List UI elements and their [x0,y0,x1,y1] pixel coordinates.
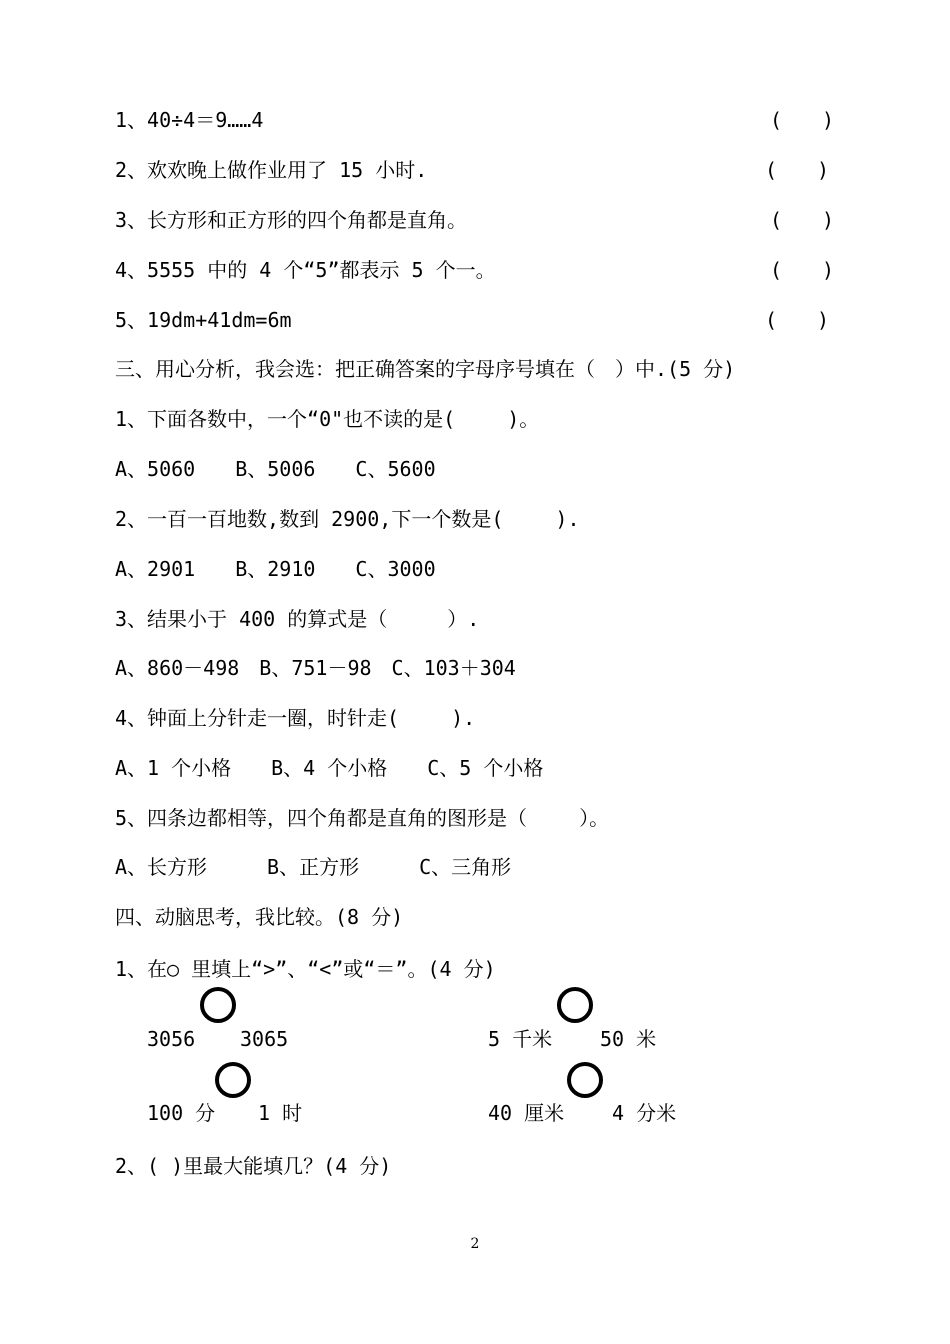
compare-b-right: 50 米 [600,1027,657,1051]
judge-item-3: 3、长方形和正方形的四个角都是直角。 [115,208,468,232]
compare-a-left: 3056 [147,1027,196,1051]
section3-q5-options: A、长方形 B、正方形 C、三角形 [115,855,512,879]
compare-circle-d[interactable] [567,1062,603,1098]
compare-circle-b[interactable] [557,987,593,1023]
section3-q1-options: A、5060 B、5006 C、5600 [115,457,436,481]
section3-q1: 1、下面各数中，一个“0"也不读的是( )。 [115,407,540,431]
compare-c-right: 1 时 [258,1101,303,1125]
section4-q1: 1、在○ 里填上“>”、“<”或“＝”。(4 分) [115,957,496,981]
compare-circle-c[interactable] [215,1062,251,1098]
page-number: 2 [470,1236,480,1252]
answer-bracket-5[interactable]: ( ) [765,308,830,332]
section3-q4-options: A、1 个小格 B、4 个小格 C、5 个小格 [115,756,544,780]
answer-bracket-1[interactable]: ( ) [770,108,835,132]
answer-bracket-4[interactable]: ( ) [770,258,835,282]
compare-b-left: 5 千米 [488,1027,553,1051]
section4-q2: 2、( )里最大能填几？(4 分) [115,1154,392,1178]
judge-item-5: 5、19dm+41dm=6m [115,308,292,332]
judge-item-4: 4、5555 中的 4 个“5”都表示 5 个一。 [115,258,496,282]
compare-circle-a[interactable] [200,987,236,1023]
compare-d-right: 4 分米 [612,1101,677,1125]
answer-bracket-3[interactable]: ( ) [770,208,835,232]
section3-q5: 5、四条边都相等，四个角都是直角的图形是（ ）。 [115,806,610,830]
judge-item-2: 2、欢欢晚上做作业用了 15 小时. [115,158,428,182]
compare-d-left: 40 厘米 [488,1101,565,1125]
compare-a-right: 3065 [240,1027,289,1051]
section3-q3-options: A、860－498 B、751－98 C、103＋304 [115,656,516,680]
section3-q3: 3、结果小于 400 的算式是（ ）. [115,607,480,631]
judge-item-1: 1、40÷4＝9……4 [115,108,264,132]
section3-q2-options: A、2901 B、2910 C、3000 [115,557,436,581]
answer-bracket-2[interactable]: ( ) [765,158,830,182]
section3-q2: 2、一百一百地数,数到 2900,下一个数是( ). [115,507,580,531]
compare-c-left: 100 分 [147,1101,216,1125]
section3-heading: 三、用心分析，我会选：把正确答案的字母序号填在（ ）中.(5 分) [115,357,736,381]
section4-heading: 四、动脑思考，我比较。(8 分) [115,905,404,929]
section3-q4: 4、钟面上分针走一圈，时针走( ). [115,706,476,730]
